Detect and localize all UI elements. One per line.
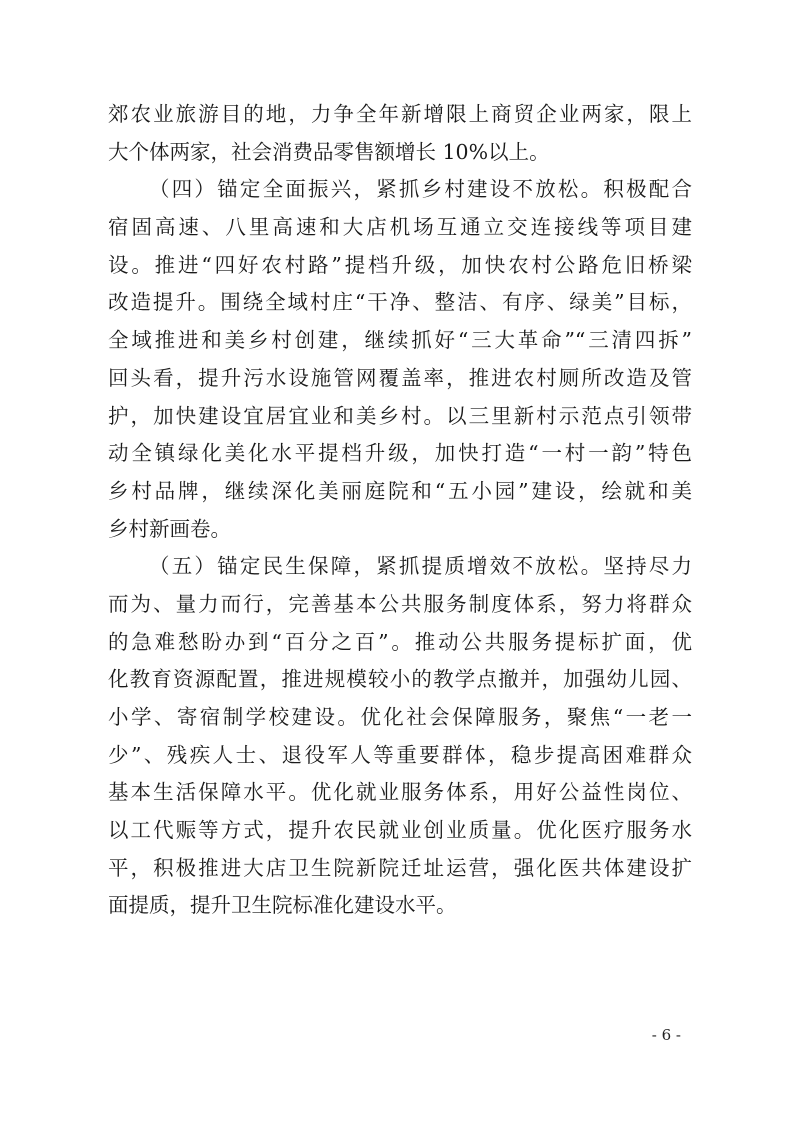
text-line: 小学、寄宿制学校建设。优化社会保障服务，聚焦“一老一 bbox=[108, 705, 692, 729]
text-line: 基本生活保障水平。优化就业服务体系，用好公益性岗位、 bbox=[108, 780, 692, 805]
text-line: 乡村新画卷。 bbox=[108, 516, 231, 541]
text-line: 全域推进和美乡村创建，继续抓好“三大革命”“三清四拆” bbox=[108, 328, 692, 353]
page-number: - 6 - bbox=[651, 1026, 681, 1044]
text-line: 化教育资源配置，推进规模较小的教学点撤并，加强幼儿园、 bbox=[108, 667, 692, 692]
text-line: 改造提升。围绕全域村庄“干净、整洁、有序、绿美”目标， bbox=[108, 290, 692, 315]
text-line: 动全镇绿化美化水平提档升级，加快打造“一村一韵”特色 bbox=[108, 441, 692, 466]
text-line: 回头看，提升污水设施管网覆盖率，推进农村厕所改造及管 bbox=[108, 365, 692, 390]
text-line: 少”、残疾人士、退役军人等重要群体，稳步提高困难群众 bbox=[108, 742, 692, 767]
text-line: 设。推进“四好农村路”提档升级，加快农村公路危旧桥梁 bbox=[108, 252, 692, 277]
text-line: 平，积极推进大店卫生院新院迁址运营，强化医共体建设扩 bbox=[108, 855, 692, 880]
text-line: 面提质，提升卫生院标准化建设水平。 bbox=[108, 893, 457, 918]
section-heading-line: （四）锚定全面振兴，紧抓乡村建设不放松。积极配合 bbox=[149, 177, 692, 202]
section-heading-line: （五）锚定民生保障，紧抓提质增效不放松。坚持尽力 bbox=[149, 554, 692, 579]
text-line: 宿固高速、八里高速和大店机场互通立交连接线等项目建 bbox=[108, 215, 692, 240]
text-line: 郊农业旅游目的地，力争全年新增限上商贸企业两家，限上 bbox=[108, 102, 692, 126]
text-line: 大个体两家，社会消费品零售额增长 10%以上。 bbox=[108, 139, 550, 164]
document-body bbox=[108, 96, 692, 925]
text-line: 的急难愁盼办到“百分之百”。推动公共服务提标扩面，优 bbox=[108, 629, 692, 654]
text-line: 而为、量力而行，完善基本公共服务制度体系，努力将群众 bbox=[108, 591, 692, 616]
text-line: 护，加快建设宜居宜业和美乡村。以三里新村示范点引领带 bbox=[108, 403, 692, 428]
text-line: 以工代赈等方式，提升农民就业创业质量。优化医疗服务水 bbox=[108, 818, 692, 843]
text-line: 乡村品牌，继续深化美丽庭院和“五小园”建设，绘就和美 bbox=[108, 478, 692, 503]
